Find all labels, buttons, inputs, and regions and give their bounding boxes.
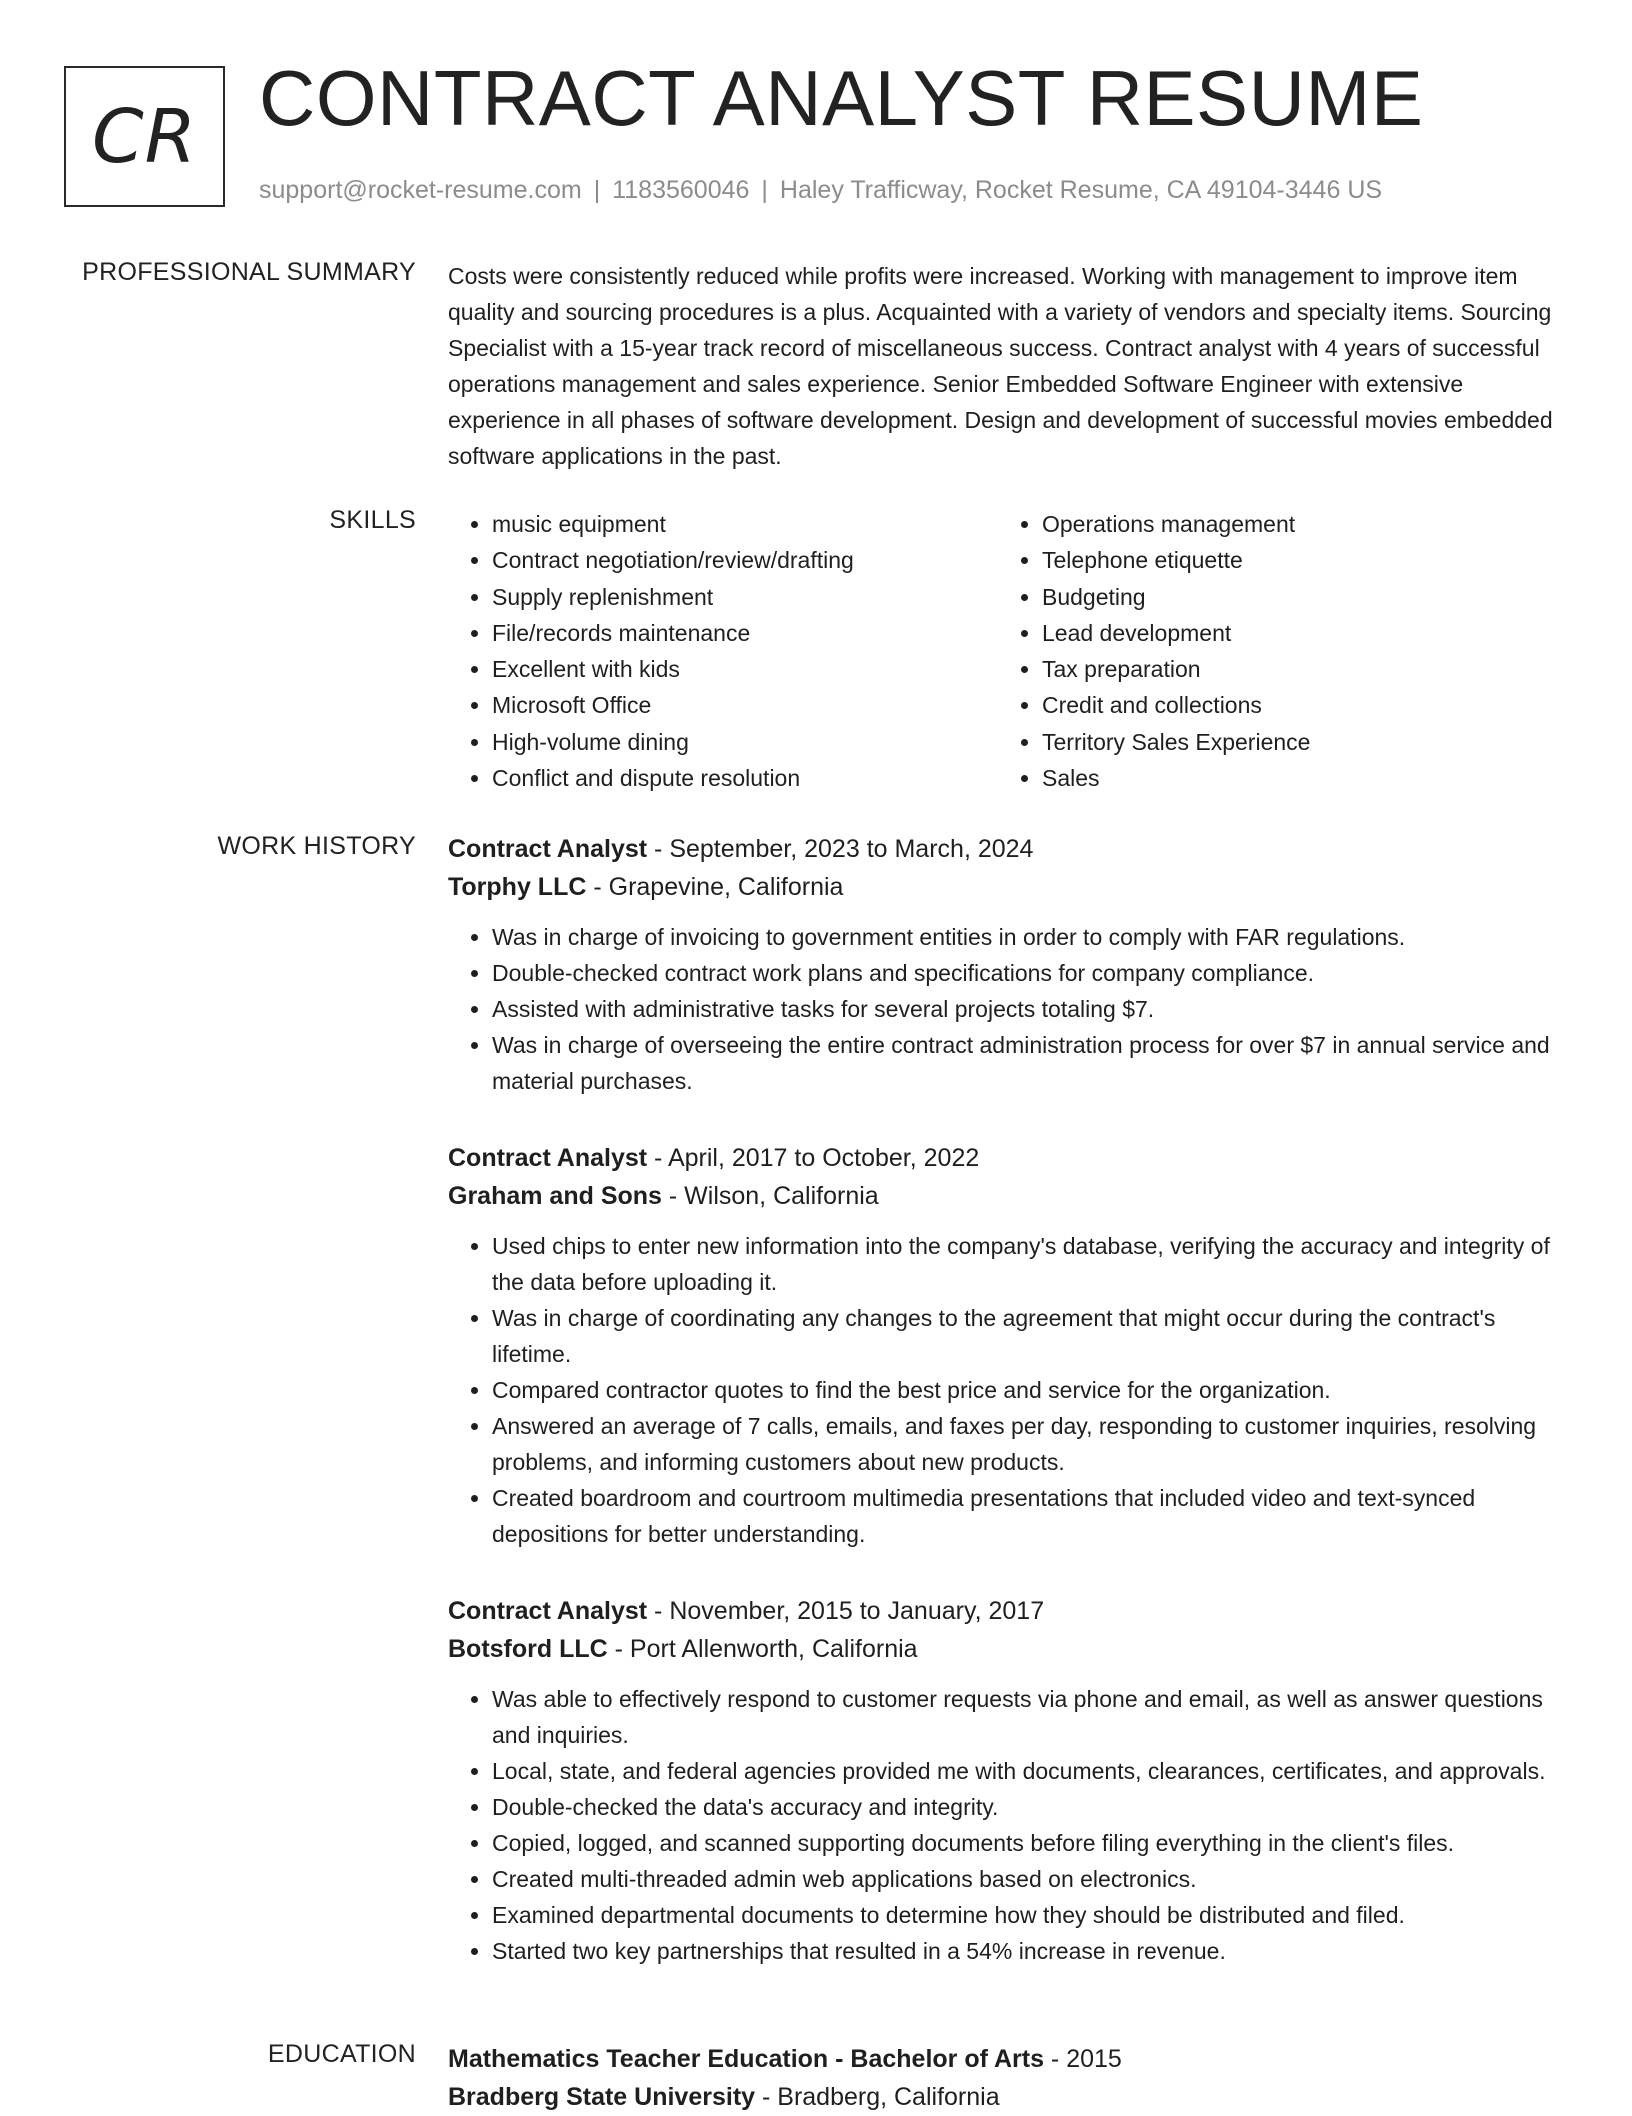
skill-item: • Excellent with kids xyxy=(492,651,998,687)
job-bullet: • Was in charge of invoicing to government entities in order to comply with FAR regulations. xyxy=(492,919,1568,955)
job-bullet: • Assisted with administrative tasks for several projects totaling $7. xyxy=(492,991,1568,1027)
skill-item: • Territory Sales Experience xyxy=(1042,724,1310,760)
job-bullet: • Was in charge of overseeing the entire contract administration process for over $7 in annual service and material purchases. xyxy=(492,1027,1568,1099)
page-title: CONTRACT ANALYST RESUME xyxy=(259,54,1424,142)
contact-address: Haley Trafficway, Rocket Resume, CA 49104-3446 US xyxy=(779,176,1383,204)
job-bullet: • Answered an average of 7 calls, emails, and faxes per day, responding to customer inquiries, resolving problems, and informing customers about new products. xyxy=(492,1408,1568,1480)
job-location: - Wilson, California xyxy=(661,1182,879,1210)
job-location: - Grapevine, California xyxy=(586,873,844,901)
job-location: - Port Allenworth, California xyxy=(607,1635,918,1663)
job-bullet: • Local, state, and federal agencies provided me with documents, clearances, certificates, and approvals. xyxy=(492,1753,1568,1789)
job-company-line xyxy=(448,1177,1568,1215)
job-dates: - April, 2017 to October, 2022 xyxy=(647,1144,980,1172)
skill-item: • File/records maintenance xyxy=(492,615,998,651)
job-title-line xyxy=(448,1139,1568,1177)
skill-item: • Microsoft Office xyxy=(492,687,998,723)
skill-item: • Telephone etiquette xyxy=(1042,542,1310,578)
job-entry xyxy=(448,1139,1568,1552)
job-bullet: • Was in charge of coordinating any changes to the agreement that might occur during the contract's lifetime. xyxy=(492,1300,1568,1372)
skills-label: SKILLS xyxy=(329,506,416,534)
summary-body xyxy=(448,258,1568,474)
job-entry xyxy=(448,1592,1568,1969)
education-location: - Bradberg, California xyxy=(755,2083,1000,2111)
contact-email: support@rocket-resume.com xyxy=(259,176,582,204)
job-title: Contract Analyst xyxy=(448,1597,648,1625)
skill-item: • Contract negotiation/review/drafting xyxy=(492,542,998,578)
skill-item: • Credit and collections xyxy=(1042,687,1310,723)
education-school: Bradberg State University xyxy=(448,2083,756,2111)
work-history-body xyxy=(448,830,1568,2009)
job-dates: - November, 2015 to January, 2017 xyxy=(647,1597,1045,1625)
job-dates: - September, 2023 to March, 2024 xyxy=(647,835,1034,863)
skill-item: • Budgeting xyxy=(1042,579,1310,615)
job-company-line xyxy=(448,868,1568,906)
contact-phone: 1183560046 xyxy=(612,176,750,204)
work-history-label: WORK HISTORY xyxy=(217,832,416,860)
job-entry xyxy=(448,830,1568,1099)
job-company: Graham and Sons xyxy=(448,1182,662,1210)
job-bullet: • Used chips to enter new information into the company's database, verifying the accuracy and integrity of the data before uploading it. xyxy=(492,1228,1568,1300)
contact-separator: | xyxy=(761,176,768,204)
job-bullets xyxy=(448,1681,1568,1969)
job-bullets xyxy=(448,919,1568,1099)
job-bullet: • Double-checked contract work plans and specifications for company compliance. xyxy=(492,955,1568,991)
job-bullet: • Double-checked the data's accuracy and integrity. xyxy=(492,1789,1568,1825)
skill-item: • High-volume dining xyxy=(492,724,998,760)
job-title-line xyxy=(448,1592,1568,1630)
job-bullet: • Started two key partnerships that resulted in a 54% increase in revenue. xyxy=(492,1933,1568,1969)
job-title: Contract Analyst xyxy=(448,1144,648,1172)
monogram-box xyxy=(64,66,225,207)
skill-item: • Lead development xyxy=(1042,615,1310,651)
education-label: EDUCATION xyxy=(267,2040,416,2068)
education-degree-line xyxy=(448,2040,1568,2078)
job-bullet: • Examined departmental documents to determine how they should be distributed and filed. xyxy=(492,1897,1568,1933)
job-company: Torphy LLC xyxy=(448,873,587,901)
summary-text: Costs were consistently reduced while profits were increased. Working with management to improve item quality and sourcing procedures is a plus. Acquainted with a variety of vendors and specialty items. Sourcing Specialist with a 15-year track record of miscellaneous success. Contract analyst with 4 years of successful operations management and sales experience. Senior Embedded Software Engineer with extensive experience in all phases of software development. Design and development of successful movies embedded software applications in the past. xyxy=(448,263,1553,469)
skill-item: • music equipment xyxy=(492,506,998,542)
education-degree: Mathematics Teacher Education - Bachelor of Arts xyxy=(448,2045,1044,2073)
contact-line xyxy=(259,176,1382,205)
skill-item: • Sales xyxy=(1042,760,1310,796)
education-year: - 2015 xyxy=(1043,2045,1122,2073)
skills-body xyxy=(448,506,1568,796)
contact-separator: | xyxy=(593,176,601,204)
job-title-line xyxy=(448,830,1568,868)
monogram-initials: CR xyxy=(91,93,198,180)
job-company: Botsford LLC xyxy=(448,1635,608,1663)
job-bullet: • Created boardroom and courtroom multimedia presentations that included video and text-synced depositions for better understanding. xyxy=(492,1480,1568,1552)
job-bullets xyxy=(448,1228,1568,1552)
skills-column-1 xyxy=(448,506,998,796)
job-title: Contract Analyst xyxy=(448,835,648,863)
job-bullet: • Copied, logged, and scanned supporting documents before filing everything in the client's files. xyxy=(492,1825,1568,1861)
skills-column-2 xyxy=(998,506,1310,796)
job-bullet: • Was able to effectively respond to customer requests via phone and email, as well as answer questions and inquiries. xyxy=(492,1681,1568,1753)
skill-item: • Supply replenishment xyxy=(492,579,998,615)
job-bullet: • Compared contractor quotes to find the best price and service for the organization. xyxy=(492,1372,1568,1408)
job-company-line xyxy=(448,1630,1568,1668)
skill-item: • Operations management xyxy=(1042,506,1310,542)
skill-item: • Conflict and dispute resolution xyxy=(492,760,998,796)
job-bullet: • Created multi-threaded admin web applications based on electronics. xyxy=(492,1861,1568,1897)
education-school-line xyxy=(448,2078,1568,2116)
skill-item: • Tax preparation xyxy=(1042,651,1310,687)
summary-label: PROFESSIONAL SUMMARY xyxy=(82,258,416,286)
education-body xyxy=(448,2040,1568,2116)
